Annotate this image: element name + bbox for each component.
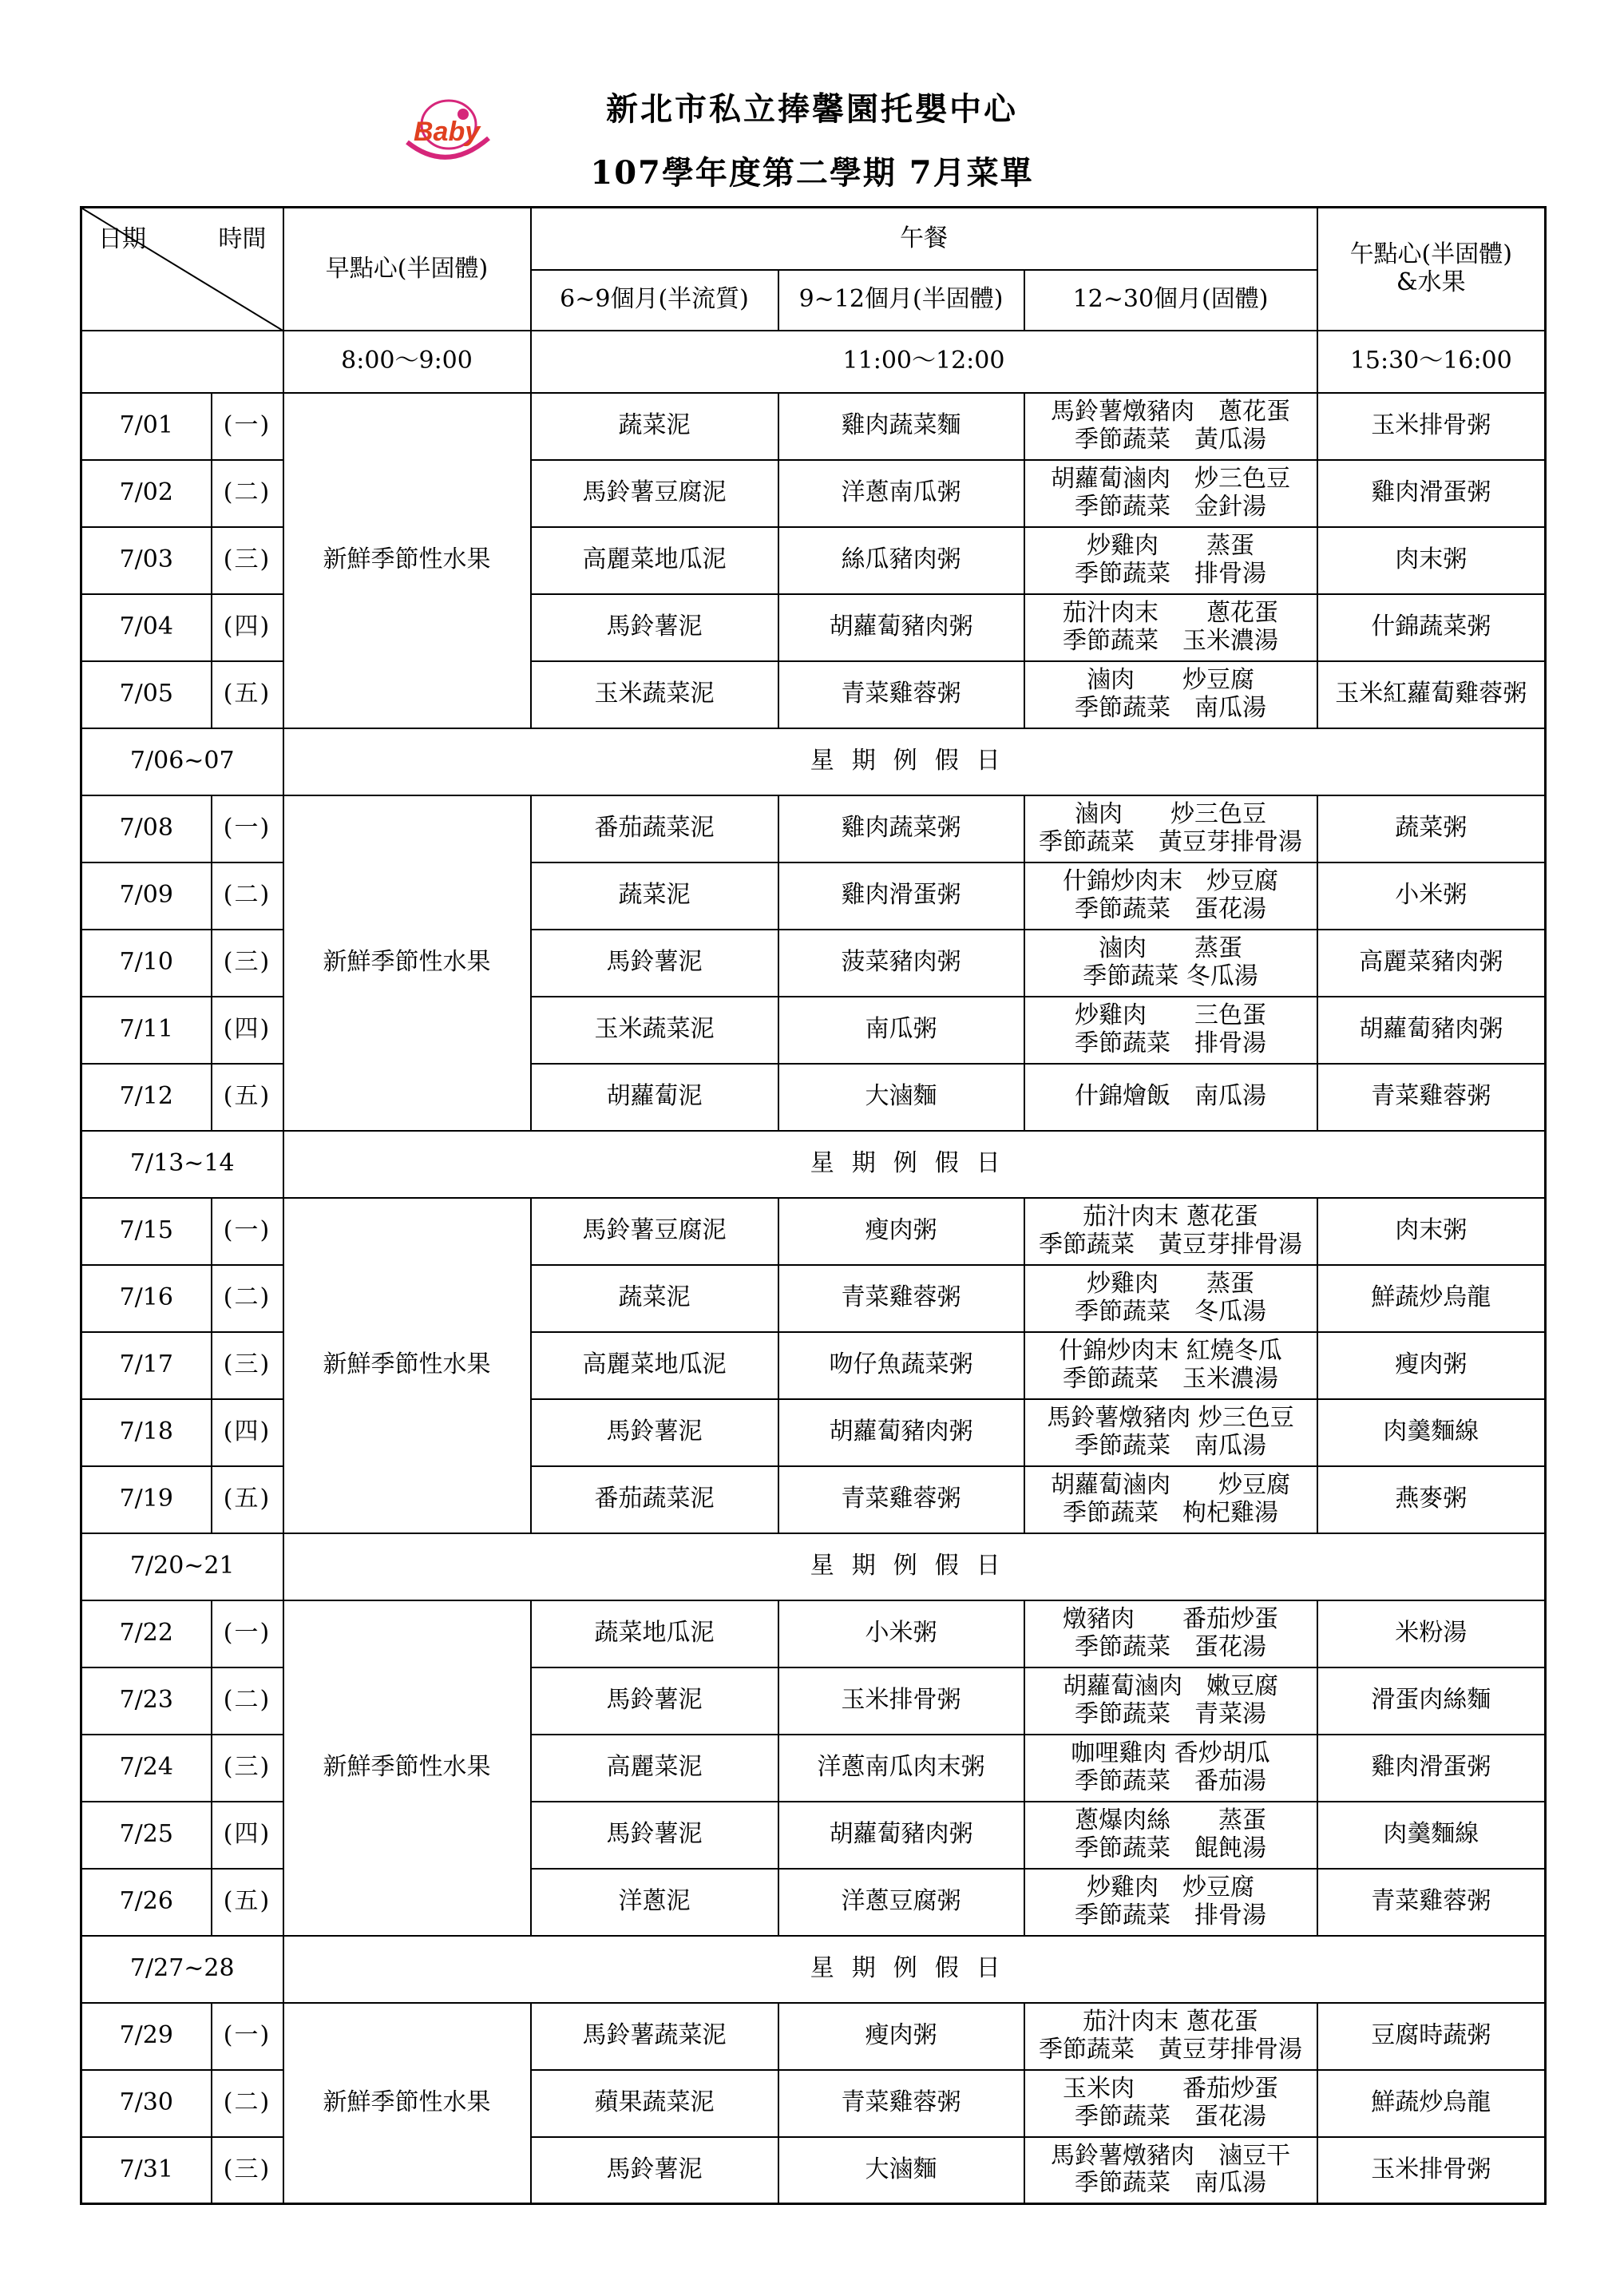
weekday-cell: (二) (212, 1667, 283, 1735)
date-cell: 7/11 (81, 997, 212, 1064)
weekday-cell: (四) (212, 1399, 283, 1466)
date-cell: 7/23 (81, 1667, 212, 1735)
holiday-date-cell: 7/27~28 (81, 1936, 283, 2003)
date-cell: 7/17 (81, 1332, 212, 1399)
lunch-12-30-line1: 茄汁肉末 蔥花蛋 (1063, 599, 1279, 627)
lunch-12-30-line2: 季節蔬菜 南瓜湯 (1075, 2169, 1267, 2198)
afternoon-cell: 雞肉滑蛋粥 (1317, 460, 1546, 527)
lunch-6-9-cell: 洋蔥泥 (531, 1869, 778, 1936)
lunch-12-30-header: 12~30個月(固體) (1024, 270, 1317, 331)
lunch-12-30-line2: 季節蔬菜 排骨湯 (1075, 559, 1267, 588)
menu-table (80, 206, 1547, 2205)
lunch-9-12-cell: 胡蘿蔔豬肉粥 (778, 1802, 1024, 1869)
lunch-6-9-cell: 胡蘿蔔泥 (531, 1064, 778, 1131)
lunch-12-30-cell (1024, 1399, 1317, 1466)
lunch-12-30-cell (1024, 1667, 1317, 1735)
lunch-12-30-cell (1024, 1332, 1317, 1399)
lunch-12-30-line1: 滷肉 炒豆腐 (1087, 666, 1255, 694)
date-cell: 7/04 (81, 594, 212, 661)
lunch-6-9-cell: 蔬菜泥 (531, 393, 778, 460)
lunch-12-30-cell (1024, 2137, 1317, 2204)
lunch-9-12-cell: 吻仔魚蔬菜粥 (778, 1332, 1024, 1399)
afternoon-cell: 青菜雞蓉粥 (1317, 1869, 1546, 1936)
weekday-cell: (五) (212, 661, 283, 728)
holiday-label-cell: 星期例假日 (283, 1533, 1546, 1600)
lunch-9-12-cell: 雞肉蔬菜粥 (778, 795, 1024, 862)
lunch-12-30-cell (1024, 1802, 1317, 1869)
table-row (81, 2003, 1546, 2070)
weekday-cell: (二) (212, 2070, 283, 2137)
lunch-12-30-cell (1024, 2070, 1317, 2137)
afternoon-cell: 肉末粥 (1317, 1198, 1546, 1265)
date-cell: 7/08 (81, 795, 212, 862)
lunch-12-30-line1: 蔥爆肉絲 蒸蛋 (1075, 1806, 1267, 1834)
weekday-cell: (三) (212, 1735, 283, 1802)
lunch-9-12-cell: 菠菜豬肉粥 (778, 930, 1024, 997)
lunch-12-30-line1: 茄汁肉末 蔥花蛋 (1083, 2008, 1258, 2036)
afternoon-cell: 肉羹麵線 (1317, 1399, 1546, 1466)
afternoon-cell: 雞肉滑蛋粥 (1317, 1735, 1546, 1802)
afternoon-cell: 小米粥 (1317, 862, 1546, 930)
lunch-12-30-line1: 滷肉 蒸蛋 (1099, 934, 1243, 962)
lunch-9-12-cell: 青菜雞蓉粥 (778, 2070, 1024, 2137)
weekday-cell: (五) (212, 1466, 283, 1533)
lunch-6-9-cell: 番茄蔬菜泥 (531, 1466, 778, 1533)
date-label: 日期 (98, 225, 146, 253)
lunch-12-30-line2: 季節蔬菜 冬瓜湯 (1075, 1297, 1267, 1326)
lunch-6-9-cell: 馬鈴薯泥 (531, 1802, 778, 1869)
weekday-cell: (二) (212, 460, 283, 527)
lunch-6-9-cell: 玉米蔬菜泥 (531, 997, 778, 1064)
date-cell: 7/09 (81, 862, 212, 930)
weekday-cell: (一) (212, 393, 283, 460)
lunch-6-9-cell: 蔬菜泥 (531, 1265, 778, 1332)
lunch-12-30-cell (1024, 1735, 1317, 1802)
lunch-9-12-cell: 雞肉蔬菜麵 (778, 393, 1024, 460)
afternoon-cell: 鮮蔬炒烏龍 (1317, 1265, 1546, 1332)
weekday-cell: (二) (212, 862, 283, 930)
afternoon-cell: 玉米紅蘿蔔雞蓉粥 (1317, 661, 1546, 728)
lunch-9-12-cell: 青菜雞蓉粥 (778, 661, 1024, 728)
lunch-12-30-cell (1024, 661, 1317, 728)
lunch-9-12-cell: 小米粥 (778, 1600, 1024, 1667)
afternoon-header-line1: 午點心(半固體) (1349, 240, 1512, 269)
date-cell: 7/02 (81, 460, 212, 527)
lunch-6-9-cell: 高麗菜地瓜泥 (531, 527, 778, 594)
table-row (81, 795, 1546, 862)
date-cell: 7/29 (81, 2003, 212, 2070)
lunch-9-12-cell: 青菜雞蓉粥 (778, 1466, 1024, 1533)
lunch-12-30-cell (1024, 862, 1317, 930)
corner-spacer (81, 331, 283, 393)
lunch-12-30-cell (1024, 1869, 1317, 1936)
page-subtitle: 107學年度第二學期 7月菜單 (590, 154, 1034, 192)
afternoon-cell: 蔬菜粥 (1317, 795, 1546, 862)
breakfast-fruit-cell: 新鮮季節性水果 (283, 2003, 531, 2204)
lunch-6-9-cell: 馬鈴薯豆腐泥 (531, 460, 778, 527)
lunch-12-30-line1: 茄汁肉末 蔥花蛋 (1083, 1203, 1258, 1231)
holiday-label-cell: 星期例假日 (283, 1131, 1546, 1198)
afternoon-header-line2: &水果 (1396, 268, 1466, 296)
lunch-9-12-cell: 洋蔥南瓜粥 (778, 460, 1024, 527)
afternoon-header (1317, 208, 1546, 331)
lunch-9-12-cell: 瘦肉粥 (778, 1198, 1024, 1265)
weekday-cell: (一) (212, 1600, 283, 1667)
weekday-cell: (三) (212, 930, 283, 997)
breakfast-header: 早點心(半固體) (283, 208, 531, 331)
table-row (81, 1198, 1546, 1265)
page-title: 新北市私立捧馨園托嬰中心 (606, 90, 1018, 128)
afternoon-cell: 米粉湯 (1317, 1600, 1546, 1667)
weekday-cell: (一) (212, 1198, 283, 1265)
lunch-12-30-line1: 炒雞肉 炒豆腐 (1087, 1874, 1255, 1901)
lunch-9-12-cell: 絲瓜豬肉粥 (778, 527, 1024, 594)
lunch-12-30-line1: 炒雞肉 蒸蛋 (1087, 532, 1255, 560)
weekday-cell: (三) (212, 527, 283, 594)
lunch-6-9-cell: 蔬菜地瓜泥 (531, 1600, 778, 1667)
lunch-9-12-cell: 胡蘿蔔豬肉粥 (778, 594, 1024, 661)
lunch-12-30-line2: 季節蔬菜 金針湯 (1075, 492, 1267, 521)
afternoon-cell: 燕麥粥 (1317, 1466, 1546, 1533)
date-cell: 7/12 (81, 1064, 212, 1131)
breakfast-fruit-cell: 新鮮季節性水果 (283, 1198, 531, 1533)
lunch-12-30-line1: 什錦炒肉末 紅燒冬瓜 (1059, 1337, 1282, 1365)
lunch-6-9-cell: 馬鈴薯泥 (531, 594, 778, 661)
afternoon-cell: 肉末粥 (1317, 527, 1546, 594)
lunch-12-30-line2: 季節蔬菜 黃瓜湯 (1075, 425, 1267, 454)
date-cell: 7/05 (81, 661, 212, 728)
lunch-header: 午餐 (531, 208, 1317, 270)
weekday-cell: (五) (212, 1064, 283, 1131)
lunch-12-30-cell (1024, 1198, 1317, 1265)
lunch-12-30-cell (1024, 795, 1317, 862)
afternoon-cell: 玉米排骨粥 (1317, 393, 1546, 460)
date-cell: 7/25 (81, 1802, 212, 1869)
date-cell: 7/24 (81, 1735, 212, 1802)
lunch-12-30-cell (1024, 1064, 1317, 1131)
weekday-cell: (四) (212, 997, 283, 1064)
lunch-9-12-cell: 雞肉滑蛋粥 (778, 862, 1024, 930)
lunch-12-30-line2: 季節蔬菜 冬瓜湯 (1083, 962, 1258, 990)
lunch-6-9-cell: 高麗菜泥 (531, 1735, 778, 1802)
lunch-6-9-cell: 馬鈴薯泥 (531, 1399, 778, 1466)
weekday-cell: (二) (212, 1265, 283, 1332)
breakfast-fruit-cell: 新鮮季節性水果 (283, 393, 531, 728)
lunch-12-30-line1: 胡蘿蔔滷肉 炒豆腐 (1051, 1471, 1291, 1499)
lunch-12-30-line1: 炒雞肉 蒸蛋 (1087, 1270, 1255, 1298)
date-cell: 7/26 (81, 1869, 212, 1936)
date-cell: 7/31 (81, 2137, 212, 2204)
date-cell: 7/22 (81, 1600, 212, 1667)
afternoon-cell: 玉米排骨粥 (1317, 2137, 1546, 2204)
lunch-12-30-line1: 燉豬肉 番茄炒蛋 (1063, 1605, 1279, 1633)
time-lunch: 11:00～12:00 (531, 331, 1317, 393)
afternoon-cell: 瘦肉粥 (1317, 1332, 1546, 1399)
lunch-9-12-cell: 大滷麵 (778, 1064, 1024, 1131)
holiday-row (81, 728, 1546, 795)
table-row (81, 1600, 1546, 1667)
date-cell: 7/16 (81, 1265, 212, 1332)
lunch-6-9-header: 6~9個月(半流質) (531, 270, 778, 331)
lunch-6-9-cell: 馬鈴薯蔬菜泥 (531, 2003, 778, 2070)
table-row (81, 393, 1546, 460)
lunch-9-12-cell: 瘦肉粥 (778, 2003, 1024, 2070)
lunch-12-30-cell (1024, 2003, 1317, 2070)
lunch-6-9-cell: 蔬菜泥 (531, 862, 778, 930)
weekday-cell: (四) (212, 594, 283, 661)
date-cell: 7/03 (81, 527, 212, 594)
lunch-12-30-line1: 玉米肉 番茄炒蛋 (1063, 2075, 1279, 2103)
lunch-12-30-cell (1024, 460, 1317, 527)
lunch-12-30-line2: 季節蔬菜 南瓜湯 (1075, 1431, 1267, 1460)
lunch-12-30-cell (1024, 1466, 1317, 1533)
lunch-12-30-cell (1024, 527, 1317, 594)
holiday-date-cell: 7/06~07 (81, 728, 283, 795)
lunch-12-30-line1: 胡蘿蔔滷肉 炒三色豆 (1051, 465, 1291, 493)
lunch-12-30-cell (1024, 594, 1317, 661)
holiday-row (81, 1131, 1546, 1198)
weekday-cell: (四) (212, 1802, 283, 1869)
lunch-12-30-line1: 馬鈴薯燉豬肉 滷豆干 (1051, 2141, 1291, 2170)
lunch-12-30-line2: 季節蔬菜 番茄湯 (1075, 1767, 1267, 1795)
holiday-date-cell: 7/13~14 (81, 1131, 283, 1198)
lunch-12-30-line1: 什錦炒肉末 炒豆腐 (1063, 867, 1279, 895)
time-breakfast: 8:00～9:00 (283, 331, 531, 393)
lunch-9-12-cell: 南瓜粥 (778, 997, 1024, 1064)
afternoon-cell: 青菜雞蓉粥 (1317, 1064, 1546, 1131)
lunch-12-30-line2: 季節蔬菜 青菜湯 (1075, 1699, 1267, 1728)
afternoon-cell: 什錦蔬菜粥 (1317, 594, 1546, 661)
holiday-row (81, 1533, 1546, 1600)
lunch-6-9-cell: 馬鈴薯豆腐泥 (531, 1198, 778, 1265)
lunch-6-9-cell: 玉米蔬菜泥 (531, 661, 778, 728)
date-cell: 7/19 (81, 1466, 212, 1533)
lunch-12-30-line1: 炒雞肉 三色蛋 (1075, 1001, 1267, 1029)
lunch-9-12-cell: 洋蔥豆腐粥 (778, 1869, 1024, 1936)
lunch-12-30-cell (1024, 930, 1317, 997)
lunch-12-30-line2: 季節蔬菜 蛋花湯 (1075, 2102, 1267, 2131)
lunch-9-12-cell: 洋蔥南瓜肉末粥 (778, 1735, 1024, 1802)
lunch-12-30-line2: 季節蔬菜 排骨湯 (1075, 1029, 1267, 1057)
holiday-date-cell: 7/20~21 (81, 1533, 283, 1600)
lunch-6-9-cell: 馬鈴薯泥 (531, 2137, 778, 2204)
breakfast-fruit-cell: 新鮮季節性水果 (283, 1600, 531, 1936)
time-label: 時間 (218, 225, 267, 253)
lunch-12-30-cell (1024, 393, 1317, 460)
lunch-12-30-line1: 馬鈴薯燉豬肉 炒三色豆 (1047, 1404, 1294, 1432)
lunch-12-30-line1: 馬鈴薯燉豬肉 蔥花蛋 (1051, 398, 1291, 426)
lunch-12-30-line2: 季節蔬菜 蛋花湯 (1075, 1632, 1267, 1661)
lunch-12-30-line2: 季節蔬菜 玉米濃湯 (1063, 626, 1279, 655)
lunch-12-30-cell (1024, 1265, 1317, 1332)
lunch-12-30-line2: 季節蔬菜 餛飩湯 (1075, 1834, 1267, 1862)
afternoon-cell: 滑蛋肉絲麵 (1317, 1667, 1546, 1735)
lunch-12-30-cell (1024, 1600, 1317, 1667)
date-time-corner (81, 208, 283, 331)
holiday-row (81, 1936, 1546, 2003)
lunch-12-30-cell (1024, 997, 1317, 1064)
lunch-12-30-line2: 季節蔬菜 黃豆芽排骨湯 (1039, 827, 1303, 856)
date-cell: 7/01 (81, 393, 212, 460)
afternoon-cell: 肉羹麵線 (1317, 1802, 1546, 1869)
page-header (0, 84, 1624, 212)
afternoon-cell: 高麗菜豬肉粥 (1317, 930, 1546, 997)
lunch-6-9-cell: 馬鈴薯泥 (531, 930, 778, 997)
time-afternoon: 15:30～16:00 (1317, 331, 1546, 393)
date-cell: 7/15 (81, 1198, 212, 1265)
lunch-12-30-line1: 胡蘿蔔滷肉 嫩豆腐 (1063, 1672, 1279, 1700)
lunch-6-9-cell: 番茄蔬菜泥 (531, 795, 778, 862)
afternoon-cell: 鮮蔬炒烏龍 (1317, 2070, 1546, 2137)
lunch-9-12-cell: 玉米排骨粥 (778, 1667, 1024, 1735)
lunch-6-9-cell: 高麗菜地瓜泥 (531, 1332, 778, 1399)
date-cell: 7/30 (81, 2070, 212, 2137)
holiday-label-cell: 星期例假日 (283, 1936, 1546, 2003)
holiday-label-cell: 星期例假日 (283, 728, 1546, 795)
lunch-9-12-cell: 青菜雞蓉粥 (778, 1265, 1024, 1332)
lunch-12-30-line2: 季節蔬菜 黃豆芽排骨湯 (1039, 2035, 1303, 2064)
lunch-12-30-line2: 季節蔬菜 黃豆芽排骨湯 (1039, 1230, 1303, 1259)
weekday-cell: (一) (212, 795, 283, 862)
lunch-12-30-line2: 季節蔬菜 南瓜湯 (1075, 693, 1267, 722)
lunch-9-12-cell: 大滷麵 (778, 2137, 1024, 2204)
date-cell: 7/18 (81, 1399, 212, 1466)
lunch-12-30-line2: 季節蔬菜 枸杞雞湯 (1063, 1498, 1279, 1527)
weekday-cell: (五) (212, 1869, 283, 1936)
lunch-12-30-line1: 咖哩雞肉 香炒胡瓜 (1071, 1739, 1270, 1767)
weekday-cell: (一) (212, 2003, 283, 2070)
lunch-12-30-line2: 季節蔬菜 玉米濃湯 (1063, 1364, 1279, 1393)
lunch-6-9-cell: 馬鈴薯泥 (531, 1667, 778, 1735)
lunch-12-30-line1: 什錦燴飯 南瓜湯 (1075, 1082, 1267, 1111)
lunch-12-30-line2: 季節蔬菜 排骨湯 (1075, 1901, 1267, 1929)
lunch-9-12-header: 9~12個月(半固體) (778, 270, 1024, 331)
lunch-12-30-line2: 季節蔬菜 蛋花湯 (1075, 894, 1267, 923)
svg-text:Baby: Baby (414, 117, 481, 147)
lunch-9-12-cell: 胡蘿蔔豬肉粥 (778, 1399, 1024, 1466)
weekday-cell: (三) (212, 2137, 283, 2204)
lunch-12-30-line1: 滷肉 炒三色豆 (1075, 800, 1267, 828)
afternoon-cell: 豆腐時蔬粥 (1317, 2003, 1546, 2070)
afternoon-cell: 胡蘿蔔豬肉粥 (1317, 997, 1546, 1064)
date-cell: 7/10 (81, 930, 212, 997)
lunch-6-9-cell: 蘋果蔬菜泥 (531, 2070, 778, 2137)
weekday-cell: (三) (212, 1332, 283, 1399)
breakfast-fruit-cell: 新鮮季節性水果 (283, 795, 531, 1131)
